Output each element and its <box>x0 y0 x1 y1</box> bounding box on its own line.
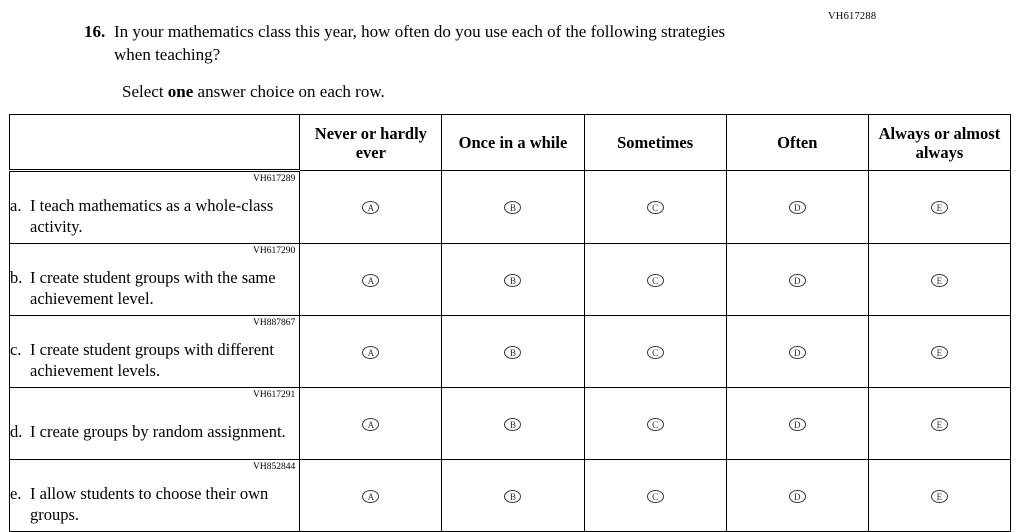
table-header <box>10 115 1011 171</box>
column-header-often: Often <box>726 115 868 171</box>
radio-bubble[interactable]: D <box>789 346 806 359</box>
radio-bubble[interactable]: B <box>504 490 521 503</box>
column-header-never-or-hardly-ever: Never or hardly ever <box>300 115 442 171</box>
radio-cell-d-always-or-almost-always[interactable] <box>868 388 1010 460</box>
row-item-code: VH852844 <box>253 462 296 472</box>
question-text: In your mathematics class this year, how often do you use each of the following strategies when teaching? <box>114 22 726 64</box>
radio-bubble[interactable]: E <box>931 274 948 287</box>
radio-cell-b-always-or-almost-always[interactable] <box>868 244 1010 316</box>
radio-cell-d-sometimes[interactable] <box>584 388 726 460</box>
radio-bubble[interactable]: E <box>931 418 948 431</box>
page-item-code: VH617288 <box>828 11 877 22</box>
row-stem-d <box>10 388 300 460</box>
radio-bubble[interactable]: C <box>647 490 664 503</box>
row-label: I create student groups with the same achievement level. <box>30 267 276 308</box>
radio-cell-c-always-or-almost-always[interactable] <box>868 316 1010 388</box>
table-row <box>10 171 1011 244</box>
radio-cell-b-often[interactable] <box>726 244 868 316</box>
row-label: I create groups by random assignment. <box>30 422 286 441</box>
radio-cell-a-sometimes[interactable] <box>584 171 726 244</box>
table-row <box>10 460 1011 532</box>
radio-cell-d-often[interactable] <box>726 388 868 460</box>
row-letter: a. <box>10 195 22 215</box>
radio-bubble[interactable]: B <box>504 418 521 431</box>
row-stem-c <box>10 316 300 388</box>
row-stem-e <box>10 460 300 532</box>
table-row <box>10 388 1011 460</box>
radio-bubble[interactable]: D <box>789 274 806 287</box>
radio-cell-b-never-or-hardly-ever[interactable] <box>300 244 442 316</box>
instruction-emphasis: one <box>167 82 194 101</box>
radio-cell-e-never-or-hardly-ever[interactable] <box>300 460 442 532</box>
table-header-row <box>10 115 1011 171</box>
row-item-code: VH617291 <box>253 390 296 400</box>
radio-bubble[interactable]: E <box>931 201 948 214</box>
radio-bubble[interactable]: A <box>362 274 379 287</box>
question-number: 16. <box>84 22 106 41</box>
question-row <box>84 20 784 66</box>
radio-cell-c-sometimes[interactable] <box>584 316 726 388</box>
instruction-part-2: answer choice on each row. <box>193 82 385 101</box>
radio-bubble[interactable]: D <box>789 418 806 431</box>
radio-bubble[interactable]: B <box>504 346 521 359</box>
row-item-code: VH617289 <box>253 174 296 184</box>
table-row <box>10 316 1011 388</box>
radio-cell-a-once-in-a-while[interactable] <box>442 171 584 244</box>
radio-bubble[interactable]: E <box>931 346 948 359</box>
row-label: I allow students to choose their own groups. <box>30 483 269 524</box>
radio-cell-e-once-in-a-while[interactable] <box>442 460 584 532</box>
radio-bubble[interactable]: D <box>789 490 806 503</box>
column-header-sometimes: Sometimes <box>584 115 726 171</box>
column-header-stem <box>10 115 300 171</box>
radio-cell-e-always-or-almost-always[interactable] <box>868 460 1010 532</box>
radio-bubble[interactable]: C <box>647 418 664 431</box>
radio-cell-c-often[interactable] <box>726 316 868 388</box>
table-body <box>10 171 1011 532</box>
response-matrix-table <box>9 114 1011 532</box>
radio-cell-b-sometimes[interactable] <box>584 244 726 316</box>
radio-bubble[interactable]: C <box>647 346 664 359</box>
radio-cell-d-once-in-a-while[interactable] <box>442 388 584 460</box>
radio-cell-d-never-or-hardly-ever[interactable] <box>300 388 442 460</box>
row-stem-a <box>10 171 300 244</box>
radio-cell-e-often[interactable] <box>726 460 868 532</box>
radio-cell-a-always-or-almost-always[interactable] <box>868 171 1010 244</box>
row-letter: e. <box>10 483 22 503</box>
radio-bubble[interactable]: B <box>504 274 521 287</box>
radio-cell-b-once-in-a-while[interactable] <box>442 244 584 316</box>
radio-cell-e-sometimes[interactable] <box>584 460 726 532</box>
question-block <box>84 20 784 103</box>
row-item-code: VH617290 <box>253 246 296 256</box>
instruction-part-1: Select <box>122 82 168 101</box>
radio-bubble[interactable]: A <box>362 490 379 503</box>
radio-cell-a-often[interactable] <box>726 171 868 244</box>
row-label: I create student groups with different achievement levels. <box>30 339 274 380</box>
row-label: I teach mathematics as a whole-class activity. <box>30 195 274 236</box>
radio-bubble[interactable]: E <box>931 490 948 503</box>
row-item-code: VH887867 <box>253 318 296 328</box>
radio-bubble[interactable]: A <box>362 346 379 359</box>
row-letter: d. <box>10 422 23 441</box>
radio-cell-a-never-or-hardly-ever[interactable] <box>300 171 442 244</box>
column-header-once-in-a-while: Once in a while <box>442 115 584 171</box>
radio-bubble[interactable]: B <box>504 201 521 214</box>
radio-bubble[interactable]: C <box>647 274 664 287</box>
radio-bubble[interactable]: A <box>362 201 379 214</box>
radio-bubble[interactable]: D <box>789 201 806 214</box>
question-instruction <box>122 80 784 103</box>
row-letter: b. <box>10 267 23 287</box>
row-stem-b <box>10 244 300 316</box>
row-letter: c. <box>10 339 22 359</box>
table-row <box>10 244 1011 316</box>
radio-cell-c-never-or-hardly-ever[interactable] <box>300 316 442 388</box>
column-header-always-or-almost-always: Always or almost always <box>868 115 1010 171</box>
radio-bubble[interactable]: C <box>647 201 664 214</box>
radio-bubble[interactable]: A <box>362 418 379 431</box>
radio-cell-c-once-in-a-while[interactable] <box>442 316 584 388</box>
